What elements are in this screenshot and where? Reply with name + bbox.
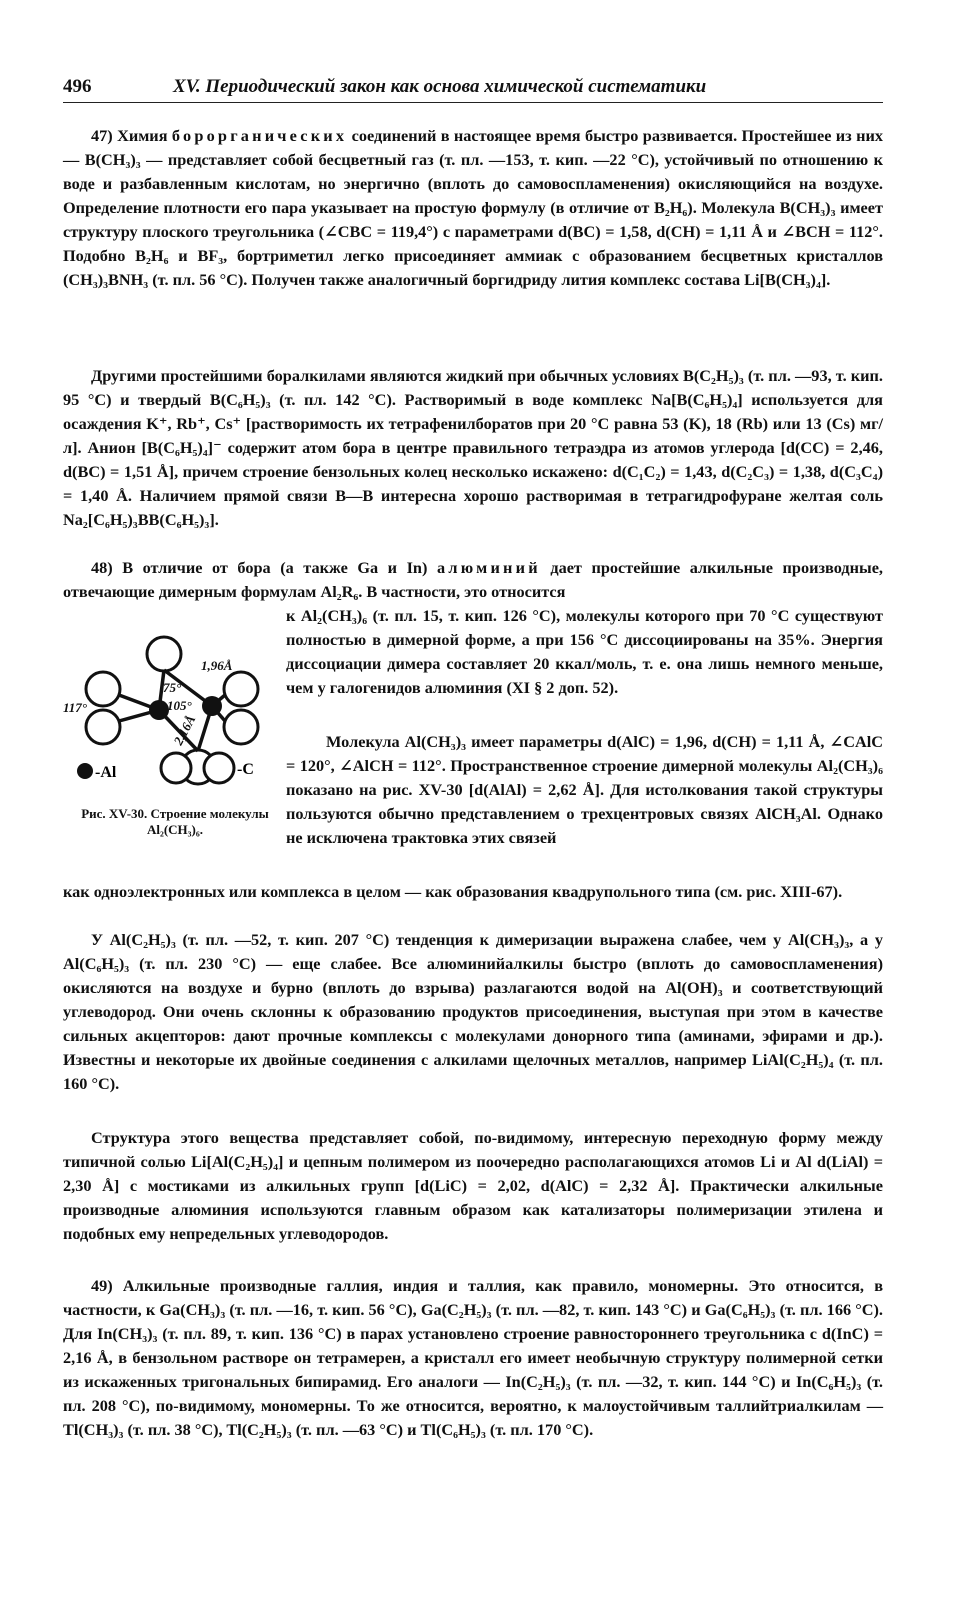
legend-al-label: -Al	[95, 764, 117, 781]
note-number-48: 48)	[91, 558, 113, 577]
paragraph-48-tail: как одноэлектронных или комплекса в целом — как образования квадрупольного типа (см. рис. XIII-67).	[63, 882, 843, 901]
carbon-atom-bridge-top	[147, 637, 181, 671]
carbon-atom-terminal-right-bottom	[224, 710, 258, 744]
legend-c-symbol	[161, 753, 191, 783]
paragraph-48-side-2: Молекула Al(CH₃)₃ имеет параметры d(AlC) = 1,96, d(CH) = 1,11 Å, ∠CAlC = 120°, ∠AlCH = 112°. Пространственное строение димерной молекулы Al₂(CH₃)₆ показано на рис. XV-30 [d(AlAl) = 2,62 Å]. Для истолкования такой структуры пользуются обычно представлением о трехцентровых связях AlCH₃Al. Однако не исключена трактовка этих связей	[286, 732, 883, 847]
paragraph-48-t1: В отличие от бора (а также Ga и In)	[122, 558, 428, 577]
carbon-atom-terminal-left-bottom	[86, 710, 120, 744]
figure-caption: Рис. XV-30. Строение молекулы Al₂(CH₃)₆.	[81, 806, 269, 837]
running-title: XV. Периодический закон как основа химической систематики	[173, 76, 707, 97]
paragraph-47-text: соединений в настоящее время быстро развивается. Простейшее из них — B(CH₃)₃ — представляет собой бесцветный газ (т. пл. —153, т. кип. —22 °C), устойчивый по отношению к воде и разбавленным кислотам, но энергично (вплоть до самовоспламенения) окисляющийся на воздухе. Определение плотности его пара указывает на простую формулу (в отличие от B₂H₆). Молекула B(CH₃)₃ имеет структуру плоского треугольника (∠CBC = 119,4°) с параметрами d(BC) = 1,58, d(CH) = 1,11 Å и ∠BCH = 112°. Подобно B₂H₆ и BF₃, бортриметил легко присоединяет аммиак с образованием бесцветных кристаллов (CH₃)₃BNH₃ (т. пл. 56 °C). Получен также аналогичный боргидриду лития комплекс состава Li[B(CH₃)₄].	[63, 126, 883, 289]
paragraph-48-side-1: к Al₂(CH₃)₆ (т. пл. 15, т. кип. 126 °C), молекулы которого при 70 °C существуют полностью в димерной форме, а при 156 °C диссоциированы на 35%. Энергия диссоциации димера составляет 20 ккал/моль, т. е. она лишь немного меньше, чем у галогенидов алюминия (XI § 2 доп. 52).	[286, 606, 883, 697]
label-angle-75: 75°	[163, 680, 182, 695]
paragraph-48-intro	[63, 556, 883, 604]
page-number: 496	[63, 76, 92, 97]
paragraph-48-t2: дает простейшие алкильные производные, отвечающие димерным формулам Al₂R₆. В частности, это относится	[63, 558, 883, 601]
label-angle-105: 105°	[167, 698, 192, 713]
page-header	[63, 72, 883, 103]
legend-al-symbol	[77, 763, 93, 779]
paragraph-47b-text: Другими простейшими боралкилами являются жидкий при обычных условиях B(C₂H₅)₃ (т. пл. —93, т. кип. 95 °C) и твердый B(C₆H₅)₃ (т. пл. 142 °C). Растворимый в воде комплекс Na[B(C₆H₅)₄] используется для осаждения K⁺, Rb⁺, Cs⁺ [растворимость их тетрафенилборатов при 20 °C равна 53 (K), 18 (Rb) или 13 (Cs) мг/л]. Анион [B(C₆H₅)₄]⁻ содержит атом бора в центре правильного тетраэдра из атомов углерода [d(CC) = 2,46, d(BC) = 1,51 Å], причем строение бензольных колец несколько искажено: d(C₁C₂) = 1,43, d(C₂C₃) = 1,38, d(C₃C₄) = 1,40 Å. Наличием прямой связи B—B интересна хорошо растворимая в тетрагидрофуране желтая соль Na₂[C₆H₅)₃BB(C₆H₅)₃].	[63, 366, 883, 529]
label-bond-2-16: 2,16Å	[170, 712, 199, 748]
paragraph-47-first-word: Химия	[117, 126, 168, 145]
note-number-47: 47)	[91, 126, 113, 145]
legend-c-symbol-2	[204, 753, 234, 783]
paragraph-48c: Структура этого вещества представляет собой, по-видимому, интересную переходную форму между типичной солью Li[Al(C₂H₅)₄] и цепным полимером из поочередно располагающихся атомов Li и Al d(LiAl) = 2,30 Å] с мостиками из алкильных групп [d(LiC) = 2,02, d(AlC) = 2,32 Å]. Практически алкильные производные алюминия используются главным образом как катализаторы полимеризации этилена и подобных ему непредельных углеводородов.	[63, 1128, 883, 1243]
carbon-atom-terminal-right-top	[224, 672, 258, 706]
carbon-atom-terminal-left-top	[86, 672, 120, 706]
label-angle-117: 117°	[63, 700, 87, 715]
legend-c-label: -C	[237, 761, 254, 778]
paragraph-47	[63, 124, 883, 292]
spaced-term-boroorganic: борорганических	[171, 126, 348, 145]
paragraph-47-continued	[63, 364, 883, 532]
paragraph-48b: У Al(C₂H₅)₃ (т. пл. —52, т. кип. 207 °C) тенденция к димеризации выражена слабее, чем у Al(CH₃)₃, а у Al(C₆H₅)₃ (т. пл. 230 °C) — еще слабее. Все алюминийалкилы быстро (вплоть до самовоспламенения) окисляются на воздухе и бурно (вплоть до взрыва) разлагаются водой на Al(OH)₃ и соответствующий углеводород. Они очень склонны к образованию продуктов присоединения, выступая при этом в качестве сильных акцепторов: дают прочные комплексы с молекулами донорного типа (аминами, эфирами и др.). Известны и некоторые их двойные соединения с алкилами щелочных металлов, например LiAl(C₂H₅)₄ (т. пл. 160 °C).	[63, 930, 883, 1093]
paragraph-49: 49) Алкильные производные галлия, индия и таллия, как правило, мономерны. Это относится, в частности, к Ga(CH₃)₃ (т. пл. —16, т. кип. 56 °C), Ga(C₂H₅)₃ (т. пл. —82, т. кип. 143 °C) и Ga(C₆H₅)₃ (т. пл. 166 °C). Для In(CH₃)₃ (т. пл. 89, т. кип. 136 °C) в парах установлено строение равностороннего треугольника с d(InC) = 2,16 Å, в бензольном растворе он тетрамерен, а кристалл его имеет необычную структуру полимерной сетки из искаженных тригональных бипирамид. Его аналоги — In(C₂H₅)₃ (т. пл. —32, т. кип. 144 °C) и In(C₆H₅)₃ (т. пл. 208 °C), по-видимому, мономерны. То же относится, вероятно, к малоустойчивым таллийтриалкилам — Tl(CH₃)₃ (т. пл. 38 °C), Tl(C₂H₅)₃ (т. пл. —63 °C) и Tl(C₆H₅)₃ (т. пл. 170 °C).	[63, 1276, 883, 1439]
spaced-term-aluminium: алюминий	[436, 558, 541, 577]
label-bond-1-96: 1,96Å	[201, 658, 233, 673]
aluminium-atom-left	[149, 700, 169, 720]
aluminium-atom-right	[202, 696, 222, 716]
